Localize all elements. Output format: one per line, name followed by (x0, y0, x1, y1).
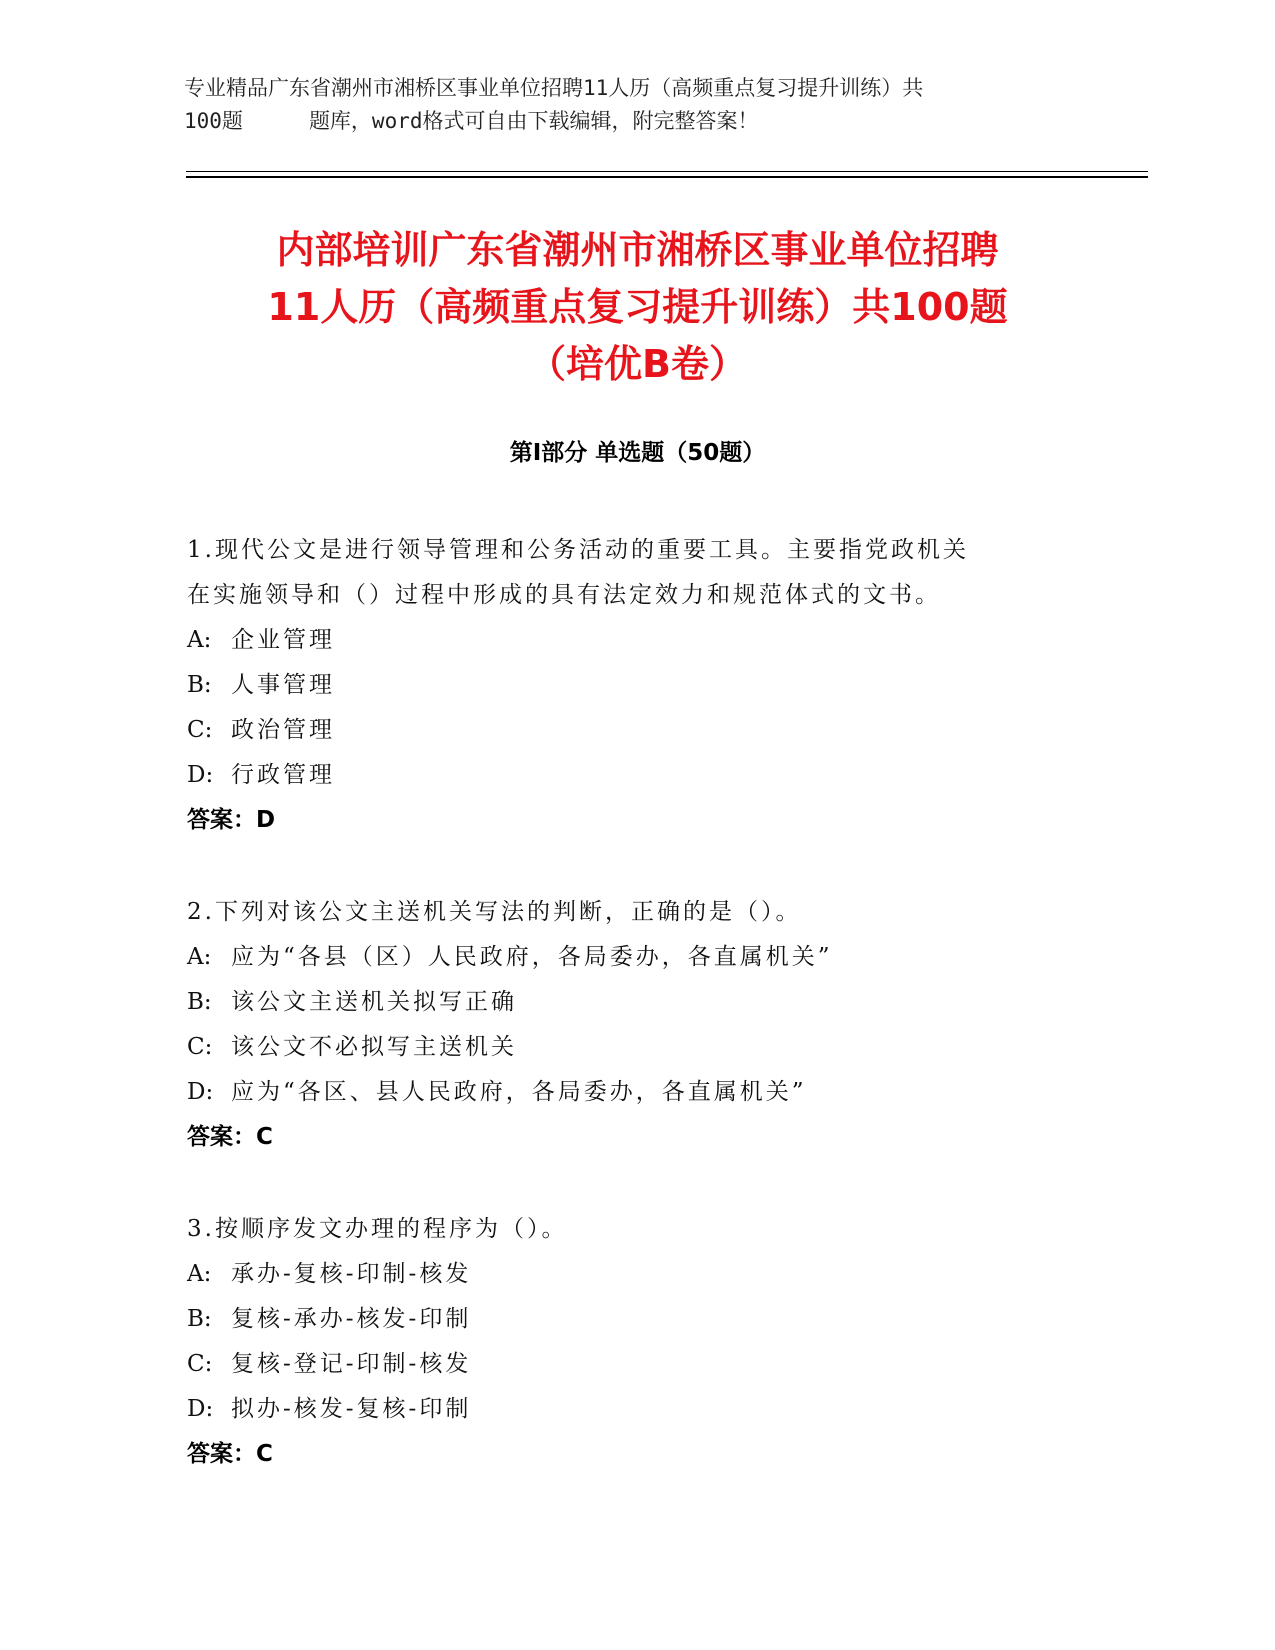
option-key: C: (187, 1351, 213, 1377)
option-key: A: (187, 1261, 212, 1287)
option-key: D: (187, 1396, 214, 1422)
option-key: A: (187, 944, 212, 970)
question-1 (187, 528, 1067, 843)
option-a (187, 935, 1067, 980)
option-b (187, 1297, 1067, 1342)
option-text: 应为“各县（区）人民政府，各局委办，各直属机关” (231, 944, 833, 970)
title-line-2: 11人历（高频重点复习提升训练）共100题 (267, 285, 1008, 329)
option-key: A: (187, 627, 212, 653)
option-text: 人事管理 (231, 672, 335, 698)
option-a (187, 1252, 1067, 1297)
option-key: B: (187, 1306, 212, 1332)
document-header (184, 72, 1084, 138)
question-stem: 1.现代公文是进行领导管理和公务活动的重要工具。主要指党政机关 (187, 537, 969, 563)
option-key: B: (187, 672, 212, 698)
question-stem-continued: 在实施领导和（）过程中形成的具有法定效力和规范体式的文书。 (187, 582, 941, 608)
option-text: 政治管理 (231, 717, 335, 743)
option-text: 复核-承办-核发-印制 (231, 1306, 472, 1332)
answer-line: 答案：C (187, 1124, 273, 1150)
option-text: 行政管理 (231, 762, 335, 788)
answer-line: 答案：C (187, 1441, 273, 1467)
header-line-2 (184, 105, 1084, 138)
header-line-2-right: 题库，word格式可自由下载编辑，附完整答案！ (308, 109, 759, 133)
option-d (187, 1070, 1067, 1115)
option-text: 拟办-核发-复核-印制 (231, 1396, 472, 1422)
header-line-1: 专业精品广东省潮州市湘桥区事业单位招聘11人历（高频重点复习提升训练）共 (184, 76, 924, 100)
question-3 (187, 1207, 1067, 1477)
question-stem: 3.按顺序发文办理的程序为（）。 (187, 1216, 568, 1242)
option-c (187, 708, 1067, 753)
title-line-3: （培优B卷） (528, 342, 747, 386)
option-key: B: (187, 989, 212, 1015)
option-text: 该公文主送机关拟写正确 (231, 989, 517, 1015)
option-text: 复核-登记-印制-核发 (231, 1351, 472, 1377)
header-rule-thick (186, 176, 1148, 178)
question-list (187, 528, 1067, 1524)
option-key: C: (187, 1034, 213, 1060)
option-d (187, 1387, 1067, 1432)
question-stem: 2.下列对该公文主送机关写法的判断，正确的是（）。 (187, 899, 802, 925)
option-b (187, 663, 1067, 708)
option-text: 应为“各区、县人民政府，各局委办，各直属机关” (231, 1079, 807, 1105)
option-c (187, 1342, 1067, 1387)
document-title (180, 222, 1095, 393)
option-d (187, 753, 1067, 798)
option-c (187, 1025, 1067, 1070)
option-key: D: (187, 762, 214, 788)
option-key: C: (187, 717, 213, 743)
option-text: 企业管理 (231, 627, 335, 653)
title-line-1: 内部培训广东省潮州市湘桥区事业单位招聘 (276, 228, 999, 272)
header-line-2-left: 100题 (184, 109, 243, 133)
option-text: 承办-复核-印制-核发 (231, 1261, 472, 1287)
option-b (187, 980, 1067, 1025)
question-2 (187, 890, 1067, 1160)
option-text: 该公文不必拟写主送机关 (231, 1034, 517, 1060)
answer-line: 答案：D (187, 807, 276, 833)
header-rule-thin (186, 171, 1148, 172)
option-key: D: (187, 1079, 214, 1105)
section-title: 第Ⅰ部分 单选题（50题） (509, 440, 766, 466)
option-a (187, 618, 1067, 663)
